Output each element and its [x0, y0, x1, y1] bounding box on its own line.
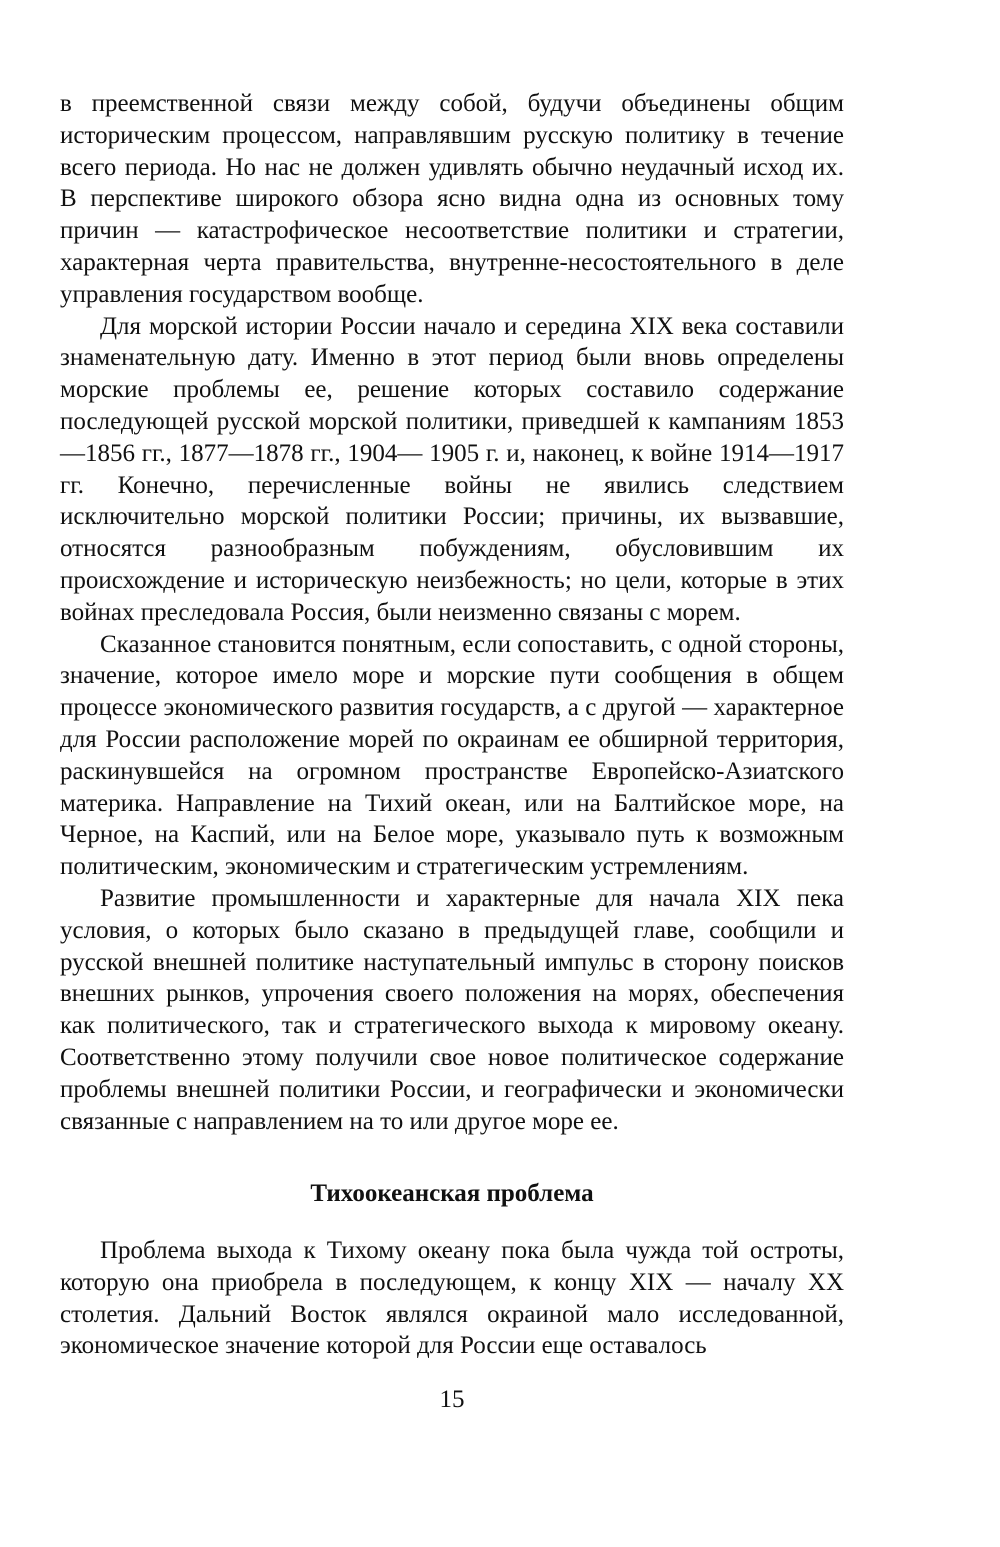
section-heading: Тихоокеанская проблема	[310, 1180, 594, 1208]
page-number: 15	[439, 1386, 465, 1413]
paragraph-pacific-problem: Проблема выхода к Тихому океану пока была чужда той остроты, которую она приобрела в последующем, к концу XIX — началу XX столетия. Дальний Восток являлся окраиной мало исследованной, экономическое значение которой для России еще оставалось	[60, 1237, 844, 1360]
paragraph-seas-location: Сказанное становится понятным, если сопоставить, с одной стороны, значение, которое имело море и морские пути сообщения в общем процессе экономического развития государств, а с другой — характерное для России расположение морей по окраинам ее обширной территория, раскинувшейся на огромном пространстве Европейско-Азиатского материка. Направление на Тихий океан, или на Балтийское море, на Черное, на Каспий, или на Белое море, указывало путь к возможным политическим, экономическим и стратегическим устремлениям.	[60, 630, 844, 881]
paragraph-industry-development: Развитие промышленности и характерные для начала XIX пека условия, о которых было сказано в предыдущей главе, сообщили и русской внешней политике наступательный импульс в сторону поисков внешних рынков, упрочения своего положения на морях, обеспечения как политического, так и стратегического выхода к мировому океану. Соответственно этому получили свое новое политическое содержание проблемы внешней политики России, и географически и экономически связанные с направлением на то или другое море ее.	[60, 884, 844, 1135]
paragraph-continuation: в преемственной связи между собой, будучи объединены общим историческим процессом, направлявшим русскую политику в течение всего периода. Но нас не должен удивлять обычно неудачный исход их. В перспективе широкого обзора ясно видна одна из основных тому причин — катастрофическое несоответствие политики и стратегии, характерная черта правительства, внутренне-несостоятельного в деле управления государством вообще.	[60, 90, 844, 308]
paragraph-naval-history: Для морской истории России начало и середина XIX века составили знаменательную дату. Именно в этот период были вновь определены морские проблемы ее, решение которых составило содержание последующей русской морской политики, приведшей к кампаниям 1853—1856 гг., 1877—1878 гг., 1904— 1905 г. и, наконец, к войне 1914—1917 гг. Конечно, перечисленные войны не явились следствием исключительно морской политики России; причины, их вызвавшие, относятся разнообразным побуждениям, обусловившим их происхождение и историческую неизбежность; но цели, которые в этих войнах преследовала Россия, были неизменно связаны с морем.	[60, 312, 844, 626]
page-body	[60, 88, 844, 1362]
